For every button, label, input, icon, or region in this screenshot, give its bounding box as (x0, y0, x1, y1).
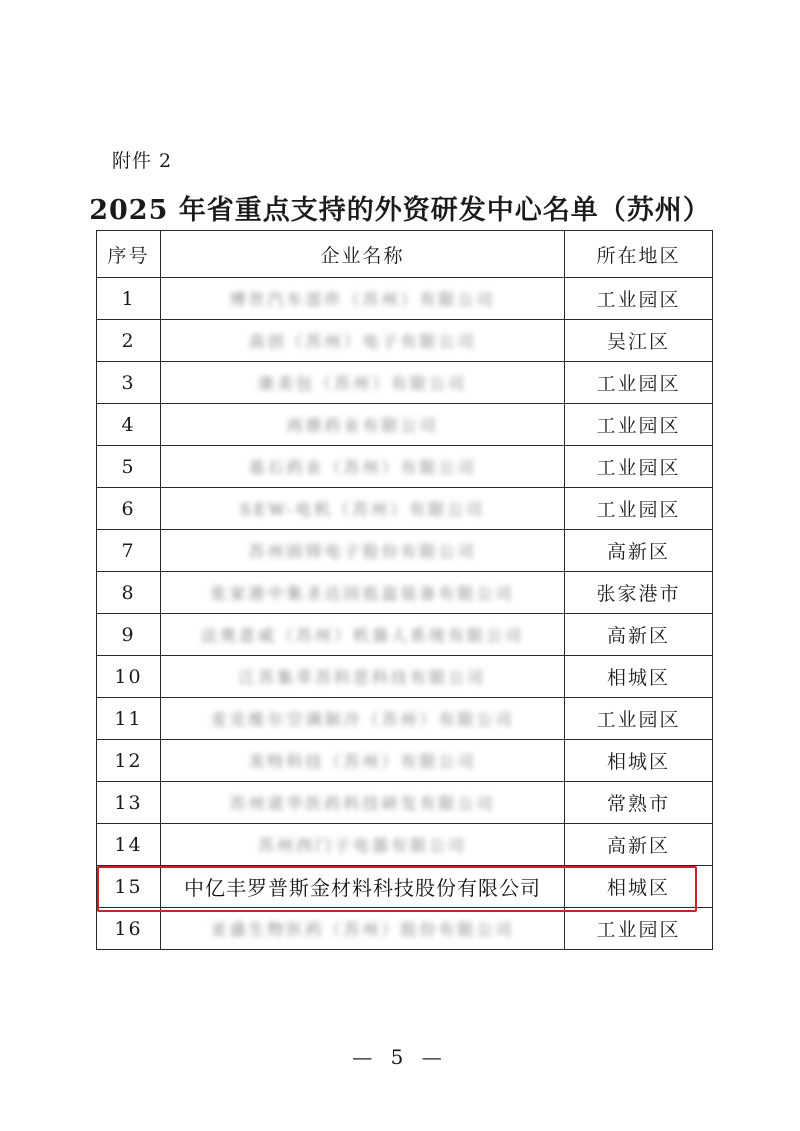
company-name-text: 博世汽车部件（苏州）有限公司 (229, 290, 496, 309)
row-number: 5 (97, 446, 161, 488)
company-name-redacted (161, 572, 565, 614)
row-area: 工业园区 (565, 362, 713, 404)
company-name-text: 张家港中集圣达因低温装备有限公司 (210, 584, 515, 603)
table-header-row (97, 231, 713, 278)
row-area: 工业园区 (565, 446, 713, 488)
row-area: 工业园区 (565, 698, 713, 740)
header-name: 企业名称 (161, 231, 565, 278)
table-row (97, 782, 713, 824)
company-name-redacted (161, 824, 565, 866)
header-no: 序号 (97, 231, 161, 278)
table-row (97, 362, 713, 404)
table-row (97, 572, 713, 614)
company-name-redacted (161, 404, 565, 446)
company-name-redacted (161, 362, 565, 404)
company-name-redacted (161, 320, 565, 362)
company-name-text: 江苏集萃苏科思科技有限公司 (238, 668, 486, 687)
company-name-redacted (161, 782, 565, 824)
row-number: 13 (97, 782, 161, 824)
company-name-redacted (161, 530, 565, 572)
company-name-redacted (161, 908, 565, 950)
row-number: 10 (97, 656, 161, 698)
row-number: 9 (97, 614, 161, 656)
row-number: 7 (97, 530, 161, 572)
row-area: 吴江区 (565, 320, 713, 362)
row-area: 工业园区 (565, 278, 713, 320)
company-name-text: 法奥意威（苏州）机器人系统有限公司 (200, 626, 524, 645)
row-area: 高新区 (565, 614, 713, 656)
table-row (97, 866, 713, 908)
table-row (97, 698, 713, 740)
table-row (97, 656, 713, 698)
company-name-redacted (161, 488, 565, 530)
row-number: 6 (97, 488, 161, 530)
company-name-text: 基石药业（苏州）有限公司 (248, 458, 477, 477)
company-name-redacted (161, 278, 565, 320)
row-number: 12 (97, 740, 161, 782)
document-title: 2025 年省重点支持的外资研发中心名单（苏州） (89, 195, 711, 226)
row-area: 工业园区 (565, 488, 713, 530)
row-number: 3 (97, 362, 161, 404)
company-name-text: 苏州西门子电器有限公司 (257, 836, 467, 855)
company-table (96, 230, 713, 950)
row-number: 8 (97, 572, 161, 614)
company-name-text: 高创（苏州）电子有限公司 (248, 332, 477, 351)
company-name-text: 中亿丰罗普斯金材料科技股份有限公司 (184, 876, 541, 900)
company-name-redacted (161, 446, 565, 488)
company-name-text: SEW-电机（苏州）有限公司 (239, 500, 486, 519)
company-name-text: 苏州诺华医药科技研发有限公司 (229, 794, 496, 813)
row-number: 2 (97, 320, 161, 362)
row-area: 相城区 (565, 656, 713, 698)
row-area: 张家港市 (565, 572, 713, 614)
company-name-redacted (161, 698, 565, 740)
table-row (97, 446, 713, 488)
company-name-redacted (161, 614, 565, 656)
row-area: 相城区 (565, 740, 713, 782)
table-row (97, 530, 713, 572)
table-row (97, 320, 713, 362)
header-area: 所在地区 (565, 231, 713, 278)
row-area: 高新区 (565, 530, 713, 572)
row-area: 常熟市 (565, 782, 713, 824)
table-row (97, 614, 713, 656)
table-row (97, 404, 713, 446)
table-row (97, 740, 713, 782)
company-name-redacted (161, 656, 565, 698)
company-name-redacted (161, 740, 565, 782)
company-name-text: 亚盛生物医药（苏州）股份有限公司 (210, 920, 515, 939)
company-name-text: 苏州固锝电子股份有限公司 (248, 542, 477, 561)
company-name-text: 再鼎药业有限公司 (286, 416, 439, 435)
row-number: 11 (97, 698, 161, 740)
company-name (161, 866, 565, 908)
row-area: 相城区 (565, 866, 713, 908)
row-number: 1 (97, 278, 161, 320)
attachment-label: 附件 2 (112, 150, 173, 172)
page-number: — 5 — (352, 1045, 448, 1069)
company-name-text: 康美包（苏州）有限公司 (257, 374, 467, 393)
row-number: 14 (97, 824, 161, 866)
table-row (97, 908, 713, 950)
table-row (97, 278, 713, 320)
row-number: 4 (97, 404, 161, 446)
row-area: 工业园区 (565, 908, 713, 950)
row-area: 高新区 (565, 824, 713, 866)
table-row (97, 824, 713, 866)
company-name-text: 麦克维尔空调制冷（苏州）有限公司 (210, 710, 515, 729)
row-number: 15 (97, 866, 161, 908)
company-name-text: 美特科技（苏州）有限公司 (248, 752, 477, 771)
row-number: 16 (97, 908, 161, 950)
table-row (97, 488, 713, 530)
row-area: 工业园区 (565, 404, 713, 446)
table-body (97, 278, 713, 950)
